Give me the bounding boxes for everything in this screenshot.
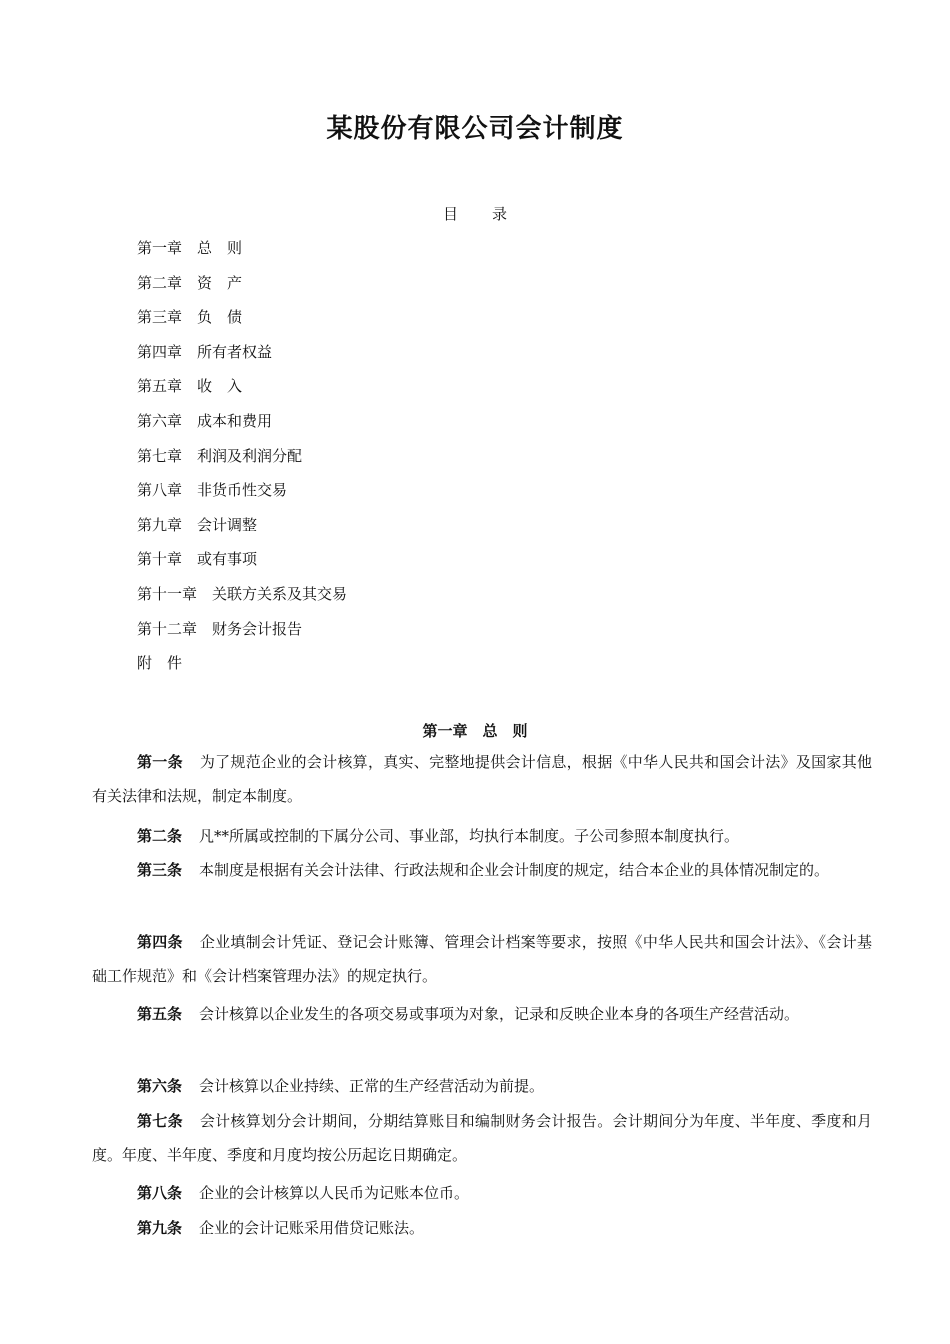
article-paragraph — [92, 925, 872, 993]
article-number: 第八条 — [137, 1184, 183, 1202]
article-paragraph — [92, 853, 872, 887]
article-paragraph — [92, 997, 872, 1031]
toc-heading: 目录 — [442, 205, 541, 223]
article-text: 企业的会计核算以人民币为记账本位币。 — [199, 1184, 470, 1202]
article-number: 第七条 — [137, 1112, 183, 1130]
article-text: 企业的会计记账采用借贷记账法。 — [199, 1219, 425, 1237]
toc-item: 第九章 会计调整 — [137, 515, 258, 534]
toc-item: 第五章 收 入 — [137, 377, 243, 396]
toc-item: 第二章 资 产 — [137, 273, 243, 292]
table-of-contents — [137, 238, 347, 688]
toc-item: 第七章 利润及利润分配 — [137, 446, 303, 465]
article-number: 第六条 — [137, 1077, 183, 1095]
article-text: 会计核算以企业持续、正常的生产经营活动为前提。 — [199, 1077, 545, 1095]
article-paragraph — [92, 745, 872, 813]
toc-item: 第八章 非货币性交易 — [137, 481, 288, 500]
article-paragraph — [92, 1104, 872, 1172]
article-text: 会计核算划分会计期间，分期结算账目和编制财务会计报告。会计期间分为年度、半年度、季度和月度。年度、半年度、季度和月度均按公历起讫日期确定。 — [92, 1112, 872, 1164]
toc-item: 第十二章 财务会计报告 — [137, 619, 303, 638]
article-number: 第三条 — [137, 861, 183, 879]
toc-item: 第四章 所有者权益 — [137, 342, 273, 361]
article-number: 第四条 — [137, 933, 183, 951]
article-paragraph — [92, 1211, 872, 1245]
article-text: 凡**所属或控制的下属分公司、事业部，均执行本制度。子公司参照本制度执行。 — [199, 827, 740, 845]
article-number: 第二条 — [137, 827, 183, 845]
toc-item: 第一章 总 则 — [137, 239, 243, 257]
toc-item: 第十章 或有事项 — [137, 550, 258, 569]
toc-item: 第十一章 关联方关系及其交易 — [137, 584, 348, 603]
toc-item: 第三章 负 债 — [137, 308, 243, 327]
article-text: 本制度是根据有关会计法律、行政法规和企业会计制度的规定，结合本企业的具体情况制定的。 — [199, 861, 830, 879]
chapter-heading: 第一章 总 则 — [422, 722, 528, 740]
article-number: 第一条 — [137, 753, 183, 771]
article-text: 为了规范企业的会计核算，真实、完整地提供会计信息，根据《中华人民共和国会计法》及国家其他有关法律和法规，制定本制度。 — [92, 753, 872, 805]
article-paragraph — [92, 1069, 872, 1103]
article-text: 会计核算以企业发生的各项交易或事项为对象，记录和反映企业本身的各项生产经营活动。 — [199, 1005, 800, 1023]
article-number: 第九条 — [137, 1219, 183, 1237]
article-number: 第五条 — [137, 1005, 183, 1023]
toc-item: 附 件 — [137, 654, 183, 673]
article-text: 企业填制会计凭证、登记会计账簿、管理会计档案等要求，按照《中华人民共和国会计法》、《会计基础工作规范》和《会计档案管理办法》的规定执行。 — [92, 933, 872, 985]
article-paragraph — [92, 819, 872, 853]
toc-item: 第六章 成本和费用 — [137, 411, 273, 430]
document-title: 某股份有限公司会计制度 — [326, 114, 624, 144]
article-paragraph — [92, 1176, 872, 1210]
